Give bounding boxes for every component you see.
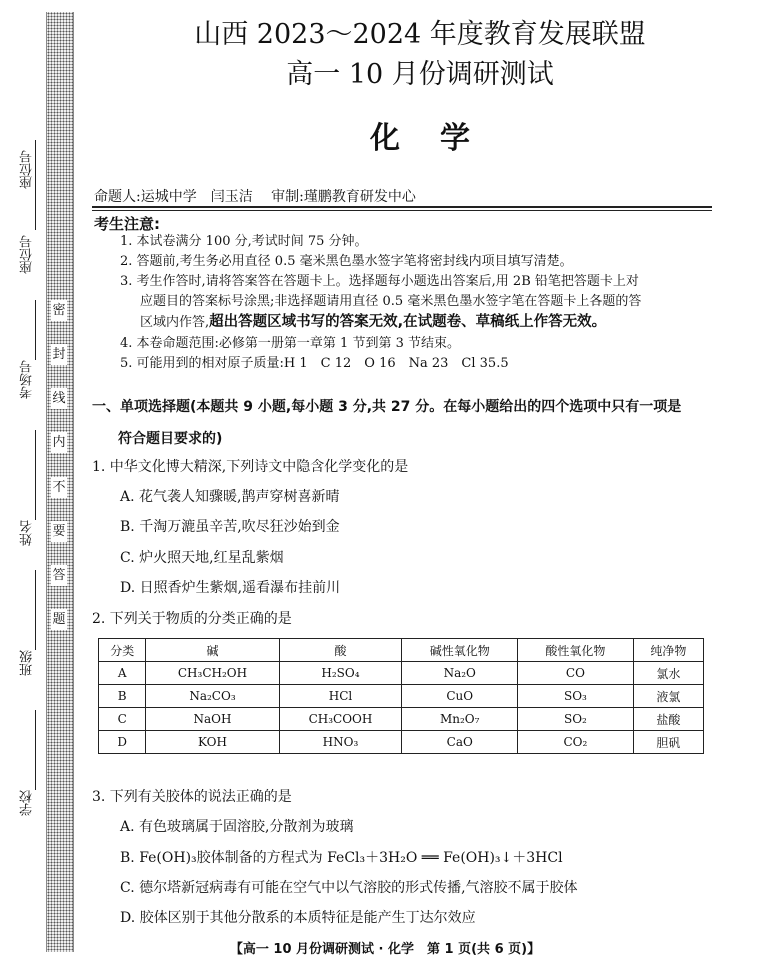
seal-char: 密 [51,300,66,321]
table-header-cell: 分类 [99,639,146,662]
question-3-option-b[interactable]: B. Fe(OH)₃胶体制备的方程式为 FeCl₃＋3H₂O ══ Fe(OH)₃↓＋3HCl [120,850,563,866]
question-2-stem: 2. 下列关于物质的分类正确的是 [92,611,292,627]
exam-series-title: 山西 2023～2024 年度教育发展联盟 [194,19,646,50]
seal-char: 要 [51,521,66,542]
proposer-line [94,186,430,206]
side-field-lines [4,140,44,950]
subject-title: 化学 [370,121,510,156]
seat-number-label: 座位号 [20,235,35,274]
fill-line [35,430,36,520]
seal-char: 题 [51,609,66,630]
table-header-cell: 碱性氧化物 [402,639,518,662]
notice-item-prefix: 区域内作答, [140,315,210,330]
table-cell: Na₂O [402,662,518,685]
notice-item: 2. 答题前,考生务必用直径 0.5 毫米黑色墨水签字笔将密封线内项目填写清楚。 [120,254,573,269]
question-1-option-d[interactable]: D. 日照香炉生紫烟,遥看瀑布挂前川 [120,580,341,596]
seal-char: 不 [51,477,66,498]
table-cell: KOH [146,731,279,754]
notice-item: 5. 可能用到的相对原子质量:H 1 C 12 O 16 Na 23 Cl 35.5 [120,356,509,371]
fill-line [35,570,36,650]
notice-item-cont [140,312,740,333]
seal-char: 内 [51,432,66,453]
table-row [99,685,704,708]
seal-char: 答 [51,565,66,586]
table-cell: B [99,685,146,708]
question-1-option-b[interactable]: B. 千淘万漉虽辛苦,吹尽狂沙始到金 [120,519,340,535]
table-cell: 胆矾 [633,731,703,754]
table-cell: 盐酸 [633,708,703,731]
question-1-option-c[interactable]: C. 炉火照天地,红星乱紫烟 [120,550,284,566]
notice-title: 考生注意: [94,215,160,233]
question-1-option-a[interactable]: A. 花气袭人知骤暖,鹊声穿树喜新晴 [120,489,340,505]
fill-line [35,710,36,790]
table-cell: 氯水 [633,662,703,685]
seal-char: 线 [51,388,66,409]
page-footer: 【高一 10 月份调研测试 · 化学 第 1 页(共 6 页)】 [229,942,541,957]
table-cell: CH₃COOH [279,708,402,731]
question-3-option-d[interactable]: D. 胶体区别于其他分散系的本质特征是能产生丁达尔效应 [120,910,476,926]
table-header-row [99,639,704,662]
classification-table [98,638,704,754]
table-cell: HNO₃ [279,731,402,754]
notice-item: 4. 本卷命题范围:必修第一册第一章第 1 节到第 3 节结束。 [120,336,460,351]
notice-warning: 超出答题区域书写的答案无效,在试题卷、草稿纸上作答无效。 [209,314,607,330]
table-cell: 液氯 [633,685,703,708]
table-header-cell: 酸 [279,639,402,662]
notice-item: 1. 本试卷满分 100 分,考试时间 75 分钟。 [120,234,368,249]
table-cell: H₂SO₄ [279,662,402,685]
notice-item: 3. 考生作答时,请将答案答在答题卡上。选择题每小题选出答案后,用 2B 铅笔把答题卡上对 [120,274,639,289]
fill-line [35,140,36,230]
exam-name-title: 高一 10 月份调研测试 [286,59,554,90]
table-row [99,708,704,731]
notice-item-cont: 应题目的答案标号涂黑;非选择题请用直径 0.5 毫米黑色墨水签字笔在答题卡上各题的答 [140,294,642,309]
table-cell: CO [518,662,634,685]
seal-line-text [47,300,71,630]
table-cell: NaOH [146,708,279,731]
table-header-cell: 纯净物 [633,639,703,662]
table-cell: SO₃ [518,685,634,708]
table-cell: C [99,708,146,731]
table-cell: HCl [279,685,402,708]
table-row [99,731,704,754]
school-label: 学校 [20,790,35,816]
author-text: 命题人:运城中学 闫玉洁 [94,189,253,205]
table-cell: SO₂ [518,708,634,731]
table-cell: Na₂CO₃ [146,685,279,708]
table-cell: A [99,662,146,685]
section-heading: 一、单项选择题(本题共 9 小题,每小题 3 分,共 27 分。在每小题给出的四个选项中只有一项是 [92,399,682,415]
header-rule [92,206,712,208]
question-1-stem: 1. 中华文化博大精深,下列诗文中隐含化学变化的是 [92,459,409,475]
table-header-cell: 碱 [146,639,279,662]
table-cell: Mn₂O₇ [402,708,518,731]
class-label: 班级 [20,650,35,676]
question-3-option-a[interactable]: A. 有色玻璃属于固溶胶,分散剂为玻璃 [120,819,354,835]
name-label: 姓名 [20,520,35,546]
seat-number-label-mirror: 座位号 [20,150,35,189]
table-cell: CuO [402,685,518,708]
exam-room-label: 考场号 [20,360,35,399]
section-heading-cont: 符合题目要求的) [118,431,223,447]
header-rule-thin [92,210,712,211]
table-header-cell: 酸性氧化物 [518,639,634,662]
table-cell: CO₂ [518,731,634,754]
question-3-option-c[interactable]: C. 德尔塔新冠病毒有可能在空气中以气溶胶的形式传播,气溶胶不属于胶体 [120,880,578,896]
seal-char: 封 [51,344,66,365]
table-cell: D [99,731,146,754]
question-3-stem: 3. 下列有关胶体的说法正确的是 [92,789,292,805]
table-cell: CH₃CH₂OH [146,662,279,685]
table-cell: CaO [402,731,518,754]
table-row [99,662,704,685]
fill-line [35,300,36,360]
reviewer-text: 审制:瑾鹏教育研发中心 [271,189,416,205]
